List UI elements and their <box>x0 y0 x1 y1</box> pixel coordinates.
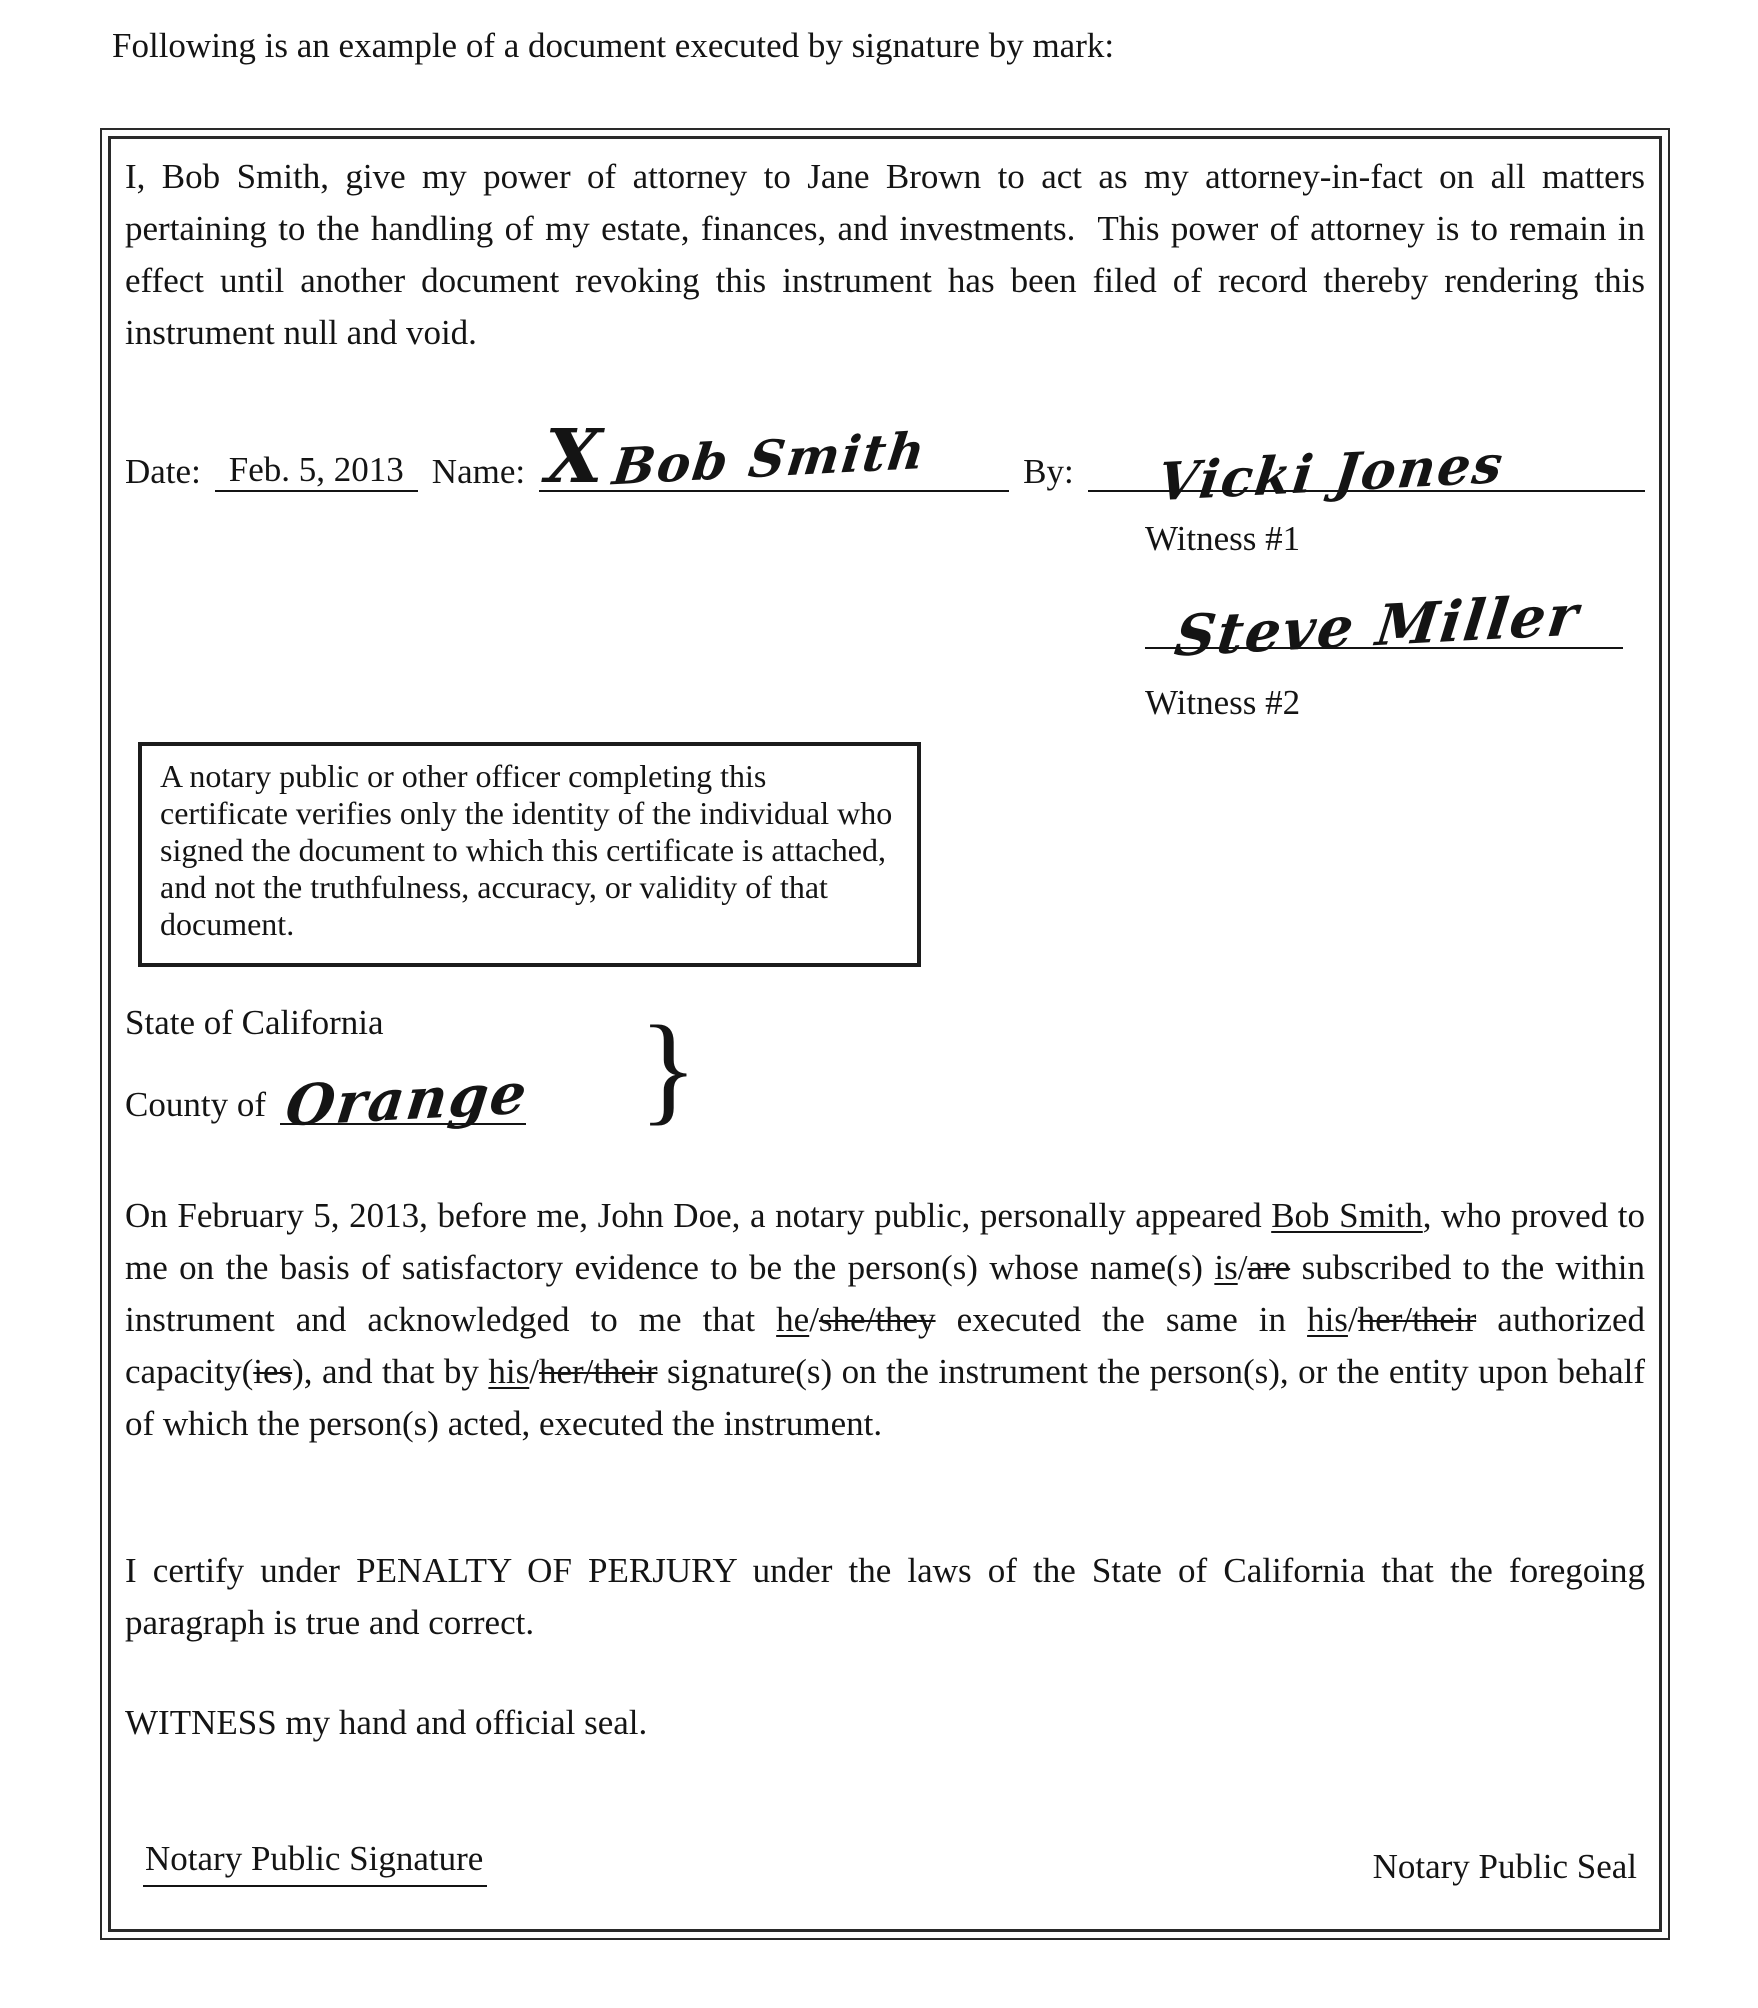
footer-row <box>125 1839 1645 1887</box>
witness-seal-sentence: WITNESS my hand and official seal. <box>125 1703 648 1742</box>
county-signature-line <box>280 1060 532 1140</box>
document-box-inner-border <box>108 136 1662 1932</box>
witness2-signature: Steve Miller <box>1171 582 1584 670</box>
county-handwritten-value: Orange <box>282 1060 532 1140</box>
notary-notice-box <box>138 742 921 967</box>
date-value: Feb. 5, 2013 <box>215 450 418 492</box>
date-label: Date: <box>125 452 201 491</box>
acknowledgment-paragraph: On February 5, 2013, before me, John Doe, a notary public, personally appeared Bob Smith, who proved to me on the basis of satisfactory evidence to be the person(s) whose name(s) is/are subscribed to the within instrument and acknowledged to me that he/she/they executed the same in his/her/their authorized capacity(ies), and that by his/her/their signature(s) on the instrument the person(s), or the entity upon behalf of which the person(s) acted, executed the instrument. <box>125 1196 1646 1443</box>
by-label: By: <box>1023 452 1074 491</box>
signer-signature: Bob Smith <box>609 420 930 497</box>
venue-brace: } <box>639 1001 698 1136</box>
witness2-label: Witness #2 <box>1145 683 1301 722</box>
name-label: Name: <box>431 452 526 491</box>
intro-text: Following is an example of a document executed by signature by mark: <box>112 26 1115 65</box>
power-of-attorney-paragraph: I, Bob Smith, give my power of attorney to Jane Brown to act as my attorney-in-fact on all matters pertaining to the handling of my estate, finances, and investments. This power of attorney is to remain in effect until another document revoking this instrument has been filed of record thereby rendering this instrument null and void. <box>125 157 1645 352</box>
witness2-signature-line <box>1145 581 1623 670</box>
notary-public-signature-label: Notary Public Signature <box>143 1839 487 1887</box>
signature-mark-x: X <box>545 414 603 500</box>
name-signature-line <box>539 414 1009 500</box>
witness1-label: Witness #1 <box>1145 519 1301 558</box>
county-label: County of <box>125 1085 266 1124</box>
document-box <box>100 128 1670 1940</box>
state-line: State of California <box>125 1003 384 1042</box>
perjury-paragraph: I certify under PENALTY OF PERJURY under the laws of the State of California that the foregoing paragraph is true and correct. <box>125 1551 1645 1642</box>
witness1-signature-line <box>1088 424 1645 514</box>
notary-public-seal-label: Notary Public Seal <box>1372 1847 1637 1886</box>
county-row <box>125 1060 1645 1140</box>
notary-notice-text: A notary public or other officer completing this certificate verifies only the identity of the individual who signed the document to which this certificate is attached, and not the truthfulness, accuracy, or validity of that document. <box>160 758 893 942</box>
execution-row <box>125 414 1645 514</box>
witness1-signature: Vicki Jones <box>1154 433 1508 514</box>
